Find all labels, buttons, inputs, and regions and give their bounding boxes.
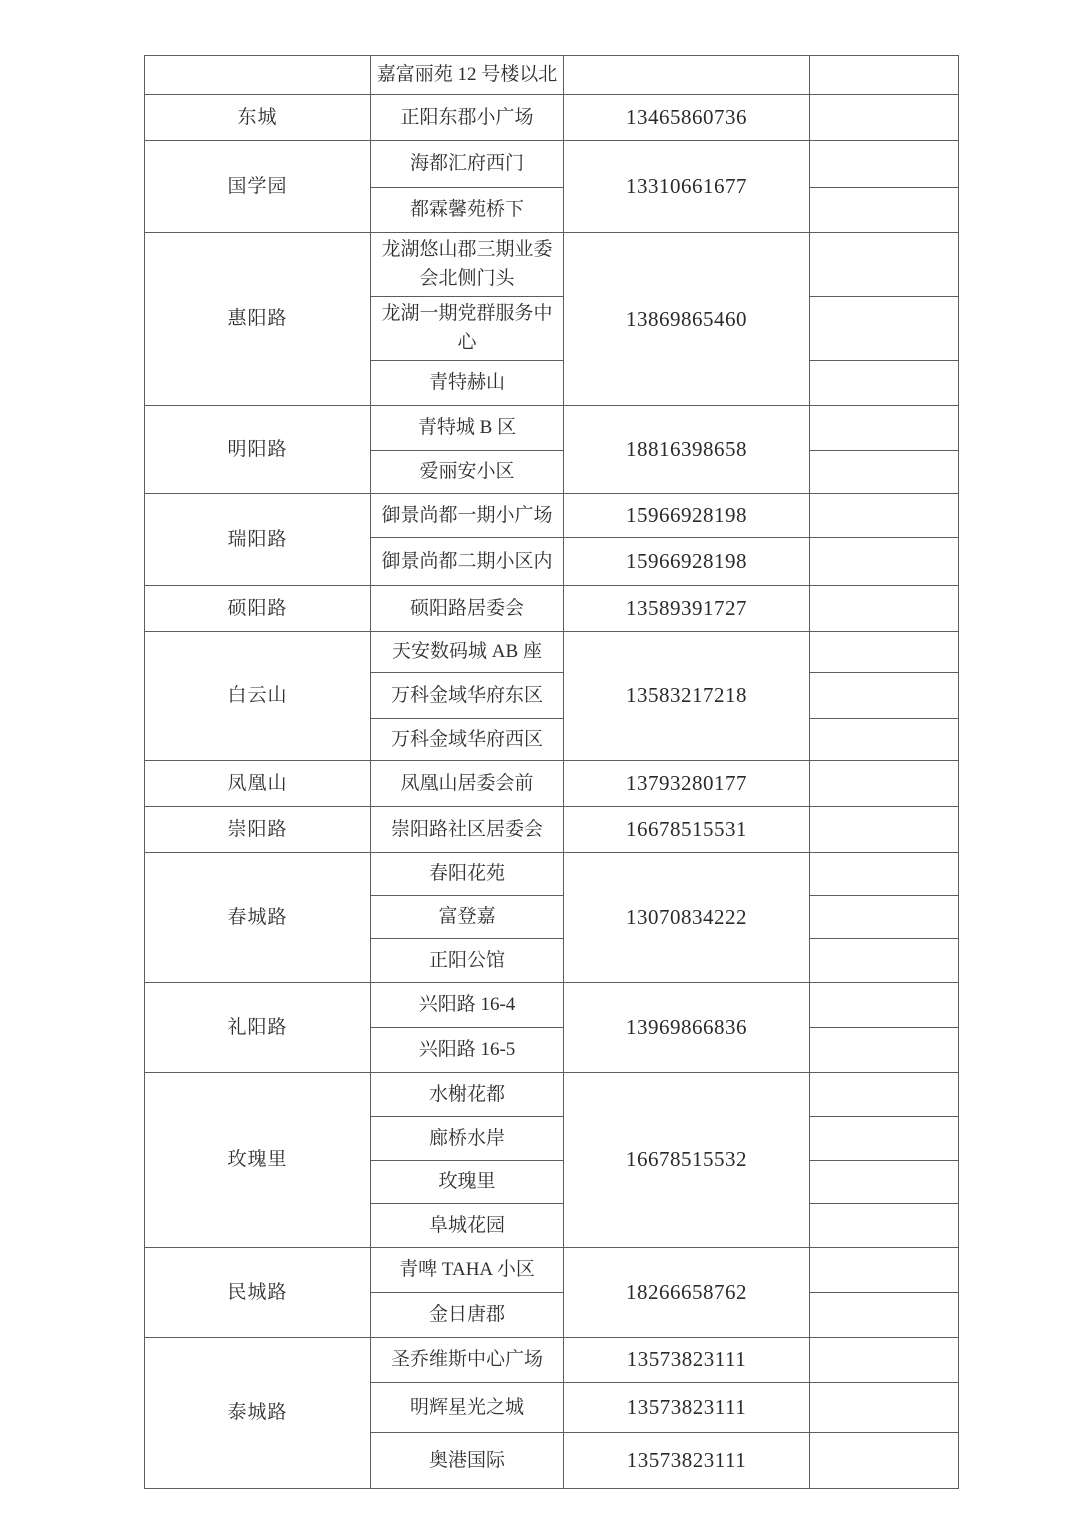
site-cell: 阜城花园 [371,1203,564,1247]
phone-cell: 18266658762 [564,1247,810,1337]
table-row [145,1247,959,1292]
site-cell: 都霖馨苑桥下 [371,188,564,233]
blank-cell [810,1203,959,1247]
site-cell: 正阳公馆 [371,938,564,982]
phone-cell: 15966928198 [564,537,810,585]
table-row [145,1337,959,1382]
phone-cell: 13070834222 [564,852,810,982]
blank-cell [810,585,959,631]
blank-cell [810,1116,959,1160]
blank-cell [810,1382,959,1432]
table-row [145,852,959,895]
phone-cell: 13573823111 [564,1337,810,1382]
site-cell: 兴阳路 16-5 [371,1027,564,1072]
phone-cell [564,56,810,95]
site-cell: 正阳东郡小广场 [371,95,564,141]
table-row [145,806,959,852]
phone-cell: 13793280177 [564,760,810,806]
phone-cell: 13589391727 [564,585,810,631]
area-cell: 惠阳路 [145,233,371,406]
blank-cell [810,493,959,537]
blank-cell [810,672,959,718]
phone-cell: 13573823111 [564,1382,810,1432]
table-row [145,493,959,537]
blank-cell [810,450,959,493]
site-cell: 御景尚都一期小广场 [371,493,564,537]
area-cell: 东城 [145,95,371,141]
site-cell: 水榭花都 [371,1072,564,1116]
site-cell: 兴阳路 16-4 [371,982,564,1027]
blank-cell [810,1337,959,1382]
blank-cell [810,233,959,297]
site-cell: 廊桥水岸 [371,1116,564,1160]
area-cell: 民城路 [145,1247,371,1337]
phone-cell: 16678515531 [564,806,810,852]
blank-cell [810,718,959,760]
blank-cell [810,1247,959,1292]
blank-cell [810,760,959,806]
area-cell: 明阳路 [145,405,371,493]
phone-cell: 13583217218 [564,631,810,760]
phone-cell: 13573823111 [564,1432,810,1488]
site-cell: 万科金域华府西区 [371,718,564,760]
phone-cell: 13969866836 [564,982,810,1072]
site-cell: 崇阳路社区居委会 [371,806,564,852]
blank-cell [810,360,959,405]
blank-cell [810,95,959,141]
area-cell: 礼阳路 [145,982,371,1072]
site-cell: 万科金域华府东区 [371,672,564,718]
phone-cell: 15966928198 [564,493,810,537]
site-cell: 金日唐郡 [371,1292,564,1337]
area-cell: 凤凰山 [145,760,371,806]
blank-cell [810,405,959,450]
area-cell: 白云山 [145,631,371,760]
site-cell: 海都汇府西门 [371,141,564,188]
table-row [145,141,959,188]
area-cell: 瑞阳路 [145,493,371,585]
phone-cell: 13869865460 [564,233,810,406]
site-cell: 青特城 B 区 [371,405,564,450]
area-cell: 泰城路 [145,1337,371,1488]
table-row [145,56,959,95]
blank-cell [810,1292,959,1337]
phone-cell: 13465860736 [564,95,810,141]
blank-cell [810,631,959,672]
table-row [145,982,959,1027]
blank-cell [810,296,959,360]
site-cell: 春阳花苑 [371,852,564,895]
site-cell: 天安数码城 AB 座 [371,631,564,672]
blank-cell [810,1160,959,1203]
table-row [145,233,959,297]
blank-cell [810,537,959,585]
table-row [145,631,959,672]
table-row [145,585,959,631]
area-cell: 国学园 [145,141,371,233]
site-cell: 青特赫山 [371,360,564,405]
blank-cell [810,895,959,938]
table-row [145,95,959,141]
area-cell: 春城路 [145,852,371,982]
phone-cell: 18816398658 [564,405,810,493]
site-cell: 奥港国际 [371,1432,564,1488]
blank-cell [810,1432,959,1488]
blank-cell [810,141,959,188]
site-cell: 富登嘉 [371,895,564,938]
area-cell [145,56,371,95]
blank-cell [810,806,959,852]
blank-cell [810,56,959,95]
blank-cell [810,938,959,982]
phone-cell: 16678515532 [564,1072,810,1247]
site-cell: 凤凰山居委会前 [371,760,564,806]
site-cell: 青啤 TAHA 小区 [371,1247,564,1292]
site-cell: 玫瑰里 [371,1160,564,1203]
contact-table [144,55,959,1489]
site-cell: 嘉富丽苑 12 号楼以北 [371,56,564,95]
site-cell: 爱丽安小区 [371,450,564,493]
area-cell: 崇阳路 [145,806,371,852]
area-cell: 玫瑰里 [145,1072,371,1247]
phone-cell: 13310661677 [564,141,810,233]
table-row [145,1072,959,1116]
site-cell: 龙湖一期党群服务中心 [371,296,564,360]
blank-cell [810,852,959,895]
blank-cell [810,1027,959,1072]
site-cell: 圣乔维斯中心广场 [371,1337,564,1382]
blank-cell [810,982,959,1027]
site-cell: 御景尚都二期小区内 [371,537,564,585]
site-cell: 硕阳路居委会 [371,585,564,631]
blank-cell [810,1072,959,1116]
area-cell: 硕阳路 [145,585,371,631]
site-cell: 明辉星光之城 [371,1382,564,1432]
table-row [145,405,959,450]
table-row [145,760,959,806]
blank-cell [810,188,959,233]
site-cell: 龙湖悠山郡三期业委会北侧门头 [371,233,564,297]
